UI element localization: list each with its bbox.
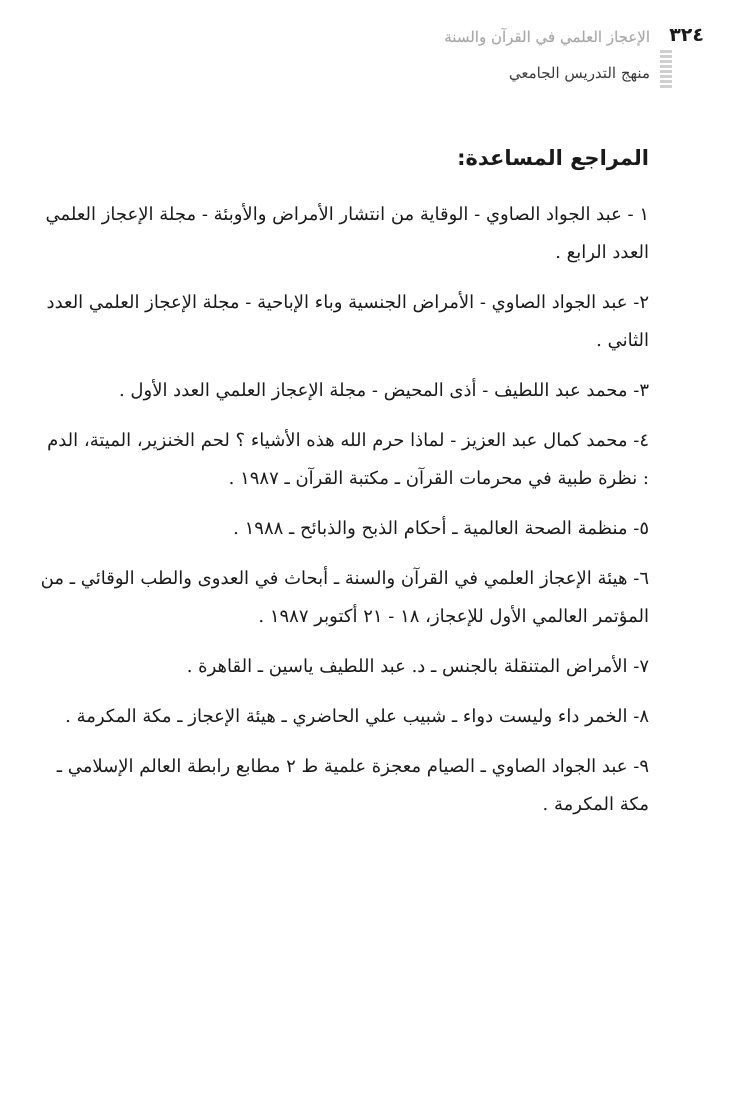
reference-item-6: ٦- هيئة الإعجاز العلمي في القرآن والسنة ـ أبحاث في العدوى والطب الوقائي ـ من المؤتمر العالمي الأول للإعجاز، ١٨ - ٢١ أكتوبر ١٩٨٧ . <box>40 568 649 627</box>
reference-item-8: ٨- الخمر داء وليست دواء ـ شبيب علي الحاضري ـ هيئة الإعجاز ـ مكة المكرمة . <box>65 706 649 727</box>
page-number: ٣٢٤ <box>669 24 704 46</box>
reference-item-2: ٢- عبد الجواد الصاوي - الأمراض الجنسية وباء الإباحية - مجلة الإعجاز العلمي العدد الثاني . <box>46 292 649 351</box>
header-ornament-icon <box>660 50 672 90</box>
reference-item-4: ٤- محمد كمال عبد العزيز - لماذا حرم الله هذه الأشياء ؟ لحم الخنزير، الميتة، الدم : نظرة طبية في محرمات القرآن ـ مكتبة القرآن ـ ١٩٨٧ . <box>47 430 649 489</box>
section-heading: المراجع المساعدة: <box>457 146 649 170</box>
curriculum-title: منهج التدريس الجامعي <box>508 64 650 82</box>
reference-item-7: ٧- الأمراض المتنقلة بالجنس ـ د. عبد اللطيف ياسين ـ القاهرة . <box>186 656 649 677</box>
book-title: الإعجاز العلمي في القرآن والسنة <box>444 28 650 46</box>
reference-item-1: ١ - عبد الجواد الصاوي - الوقاية من انتشار الأمراض والأوبئة - مجلة الإعجاز العلمي العدد الرابع . <box>45 204 649 263</box>
reference-item-9: ٩- عبد الجواد الصاوي ـ الصيام معجزة علمية ط ٢ مطابع رابطة العالم الإسلامي ـ مكة المكرمة . <box>56 756 649 815</box>
reference-item-3: ٣- محمد عبد اللطيف - أذى المحيض - مجلة الإعجاز العلمي العدد الأول . <box>118 380 649 401</box>
reference-item-5: ٥- منظمة الصحة العالمية ـ أحكام الذبح والذبائح ـ ١٩٨٨ . <box>233 518 649 539</box>
reference-list <box>37 196 649 836</box>
page-header <box>420 22 720 102</box>
